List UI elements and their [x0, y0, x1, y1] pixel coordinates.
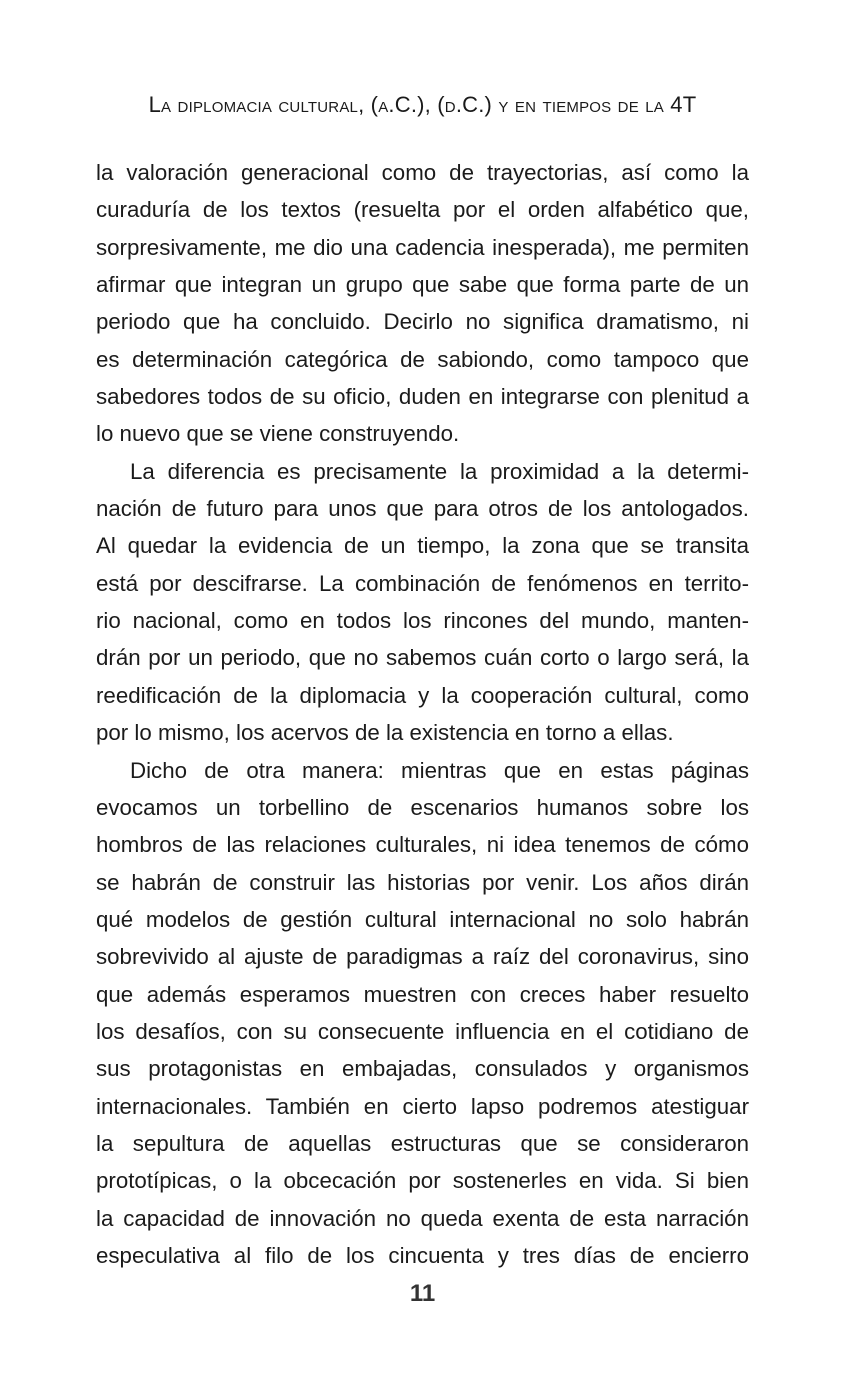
text-line: drán por un periodo, que no sabemos cuán corto o largo será, la	[96, 645, 749, 671]
text-line: reedificación de la diplomacia y la cooperación cultural, como	[96, 682, 749, 708]
text-line: se habrán de construir las historias por venir. Los años dirán	[96, 869, 749, 895]
text-line: Dicho de otra manera: mientras que en estas páginas	[130, 757, 749, 783]
text-line: hombros de las relaciones culturales, ni idea tenemos de cómo	[96, 832, 749, 858]
text-line: especulativa al filo de los cincuenta y tres días de encierro	[96, 1242, 749, 1268]
text-line: sobrevivido al ajuste de paradigmas a raíz del coronavirus, sino	[96, 944, 749, 970]
text-line: la sepultura de aquellas estructuras que se consideraron	[96, 1130, 749, 1156]
text-line: está por descifrarse. La combinación de fenómenos en territo-	[96, 570, 749, 596]
text-line: afirmar que integran un grupo que sabe que forma parte de un	[96, 272, 749, 298]
text-line: Al quedar la evidencia de un tiempo, la zona que se transita	[96, 533, 749, 559]
text-line: nación de futuro para unos que para otros de los antologados.	[96, 496, 749, 522]
text-line: la capacidad de innovación no queda exenta de esta narración	[96, 1205, 749, 1231]
text-line: internacionales. También en cierto lapso podremos atestiguar	[96, 1093, 749, 1119]
text-line: La diferencia es precisamente la proximidad a la determi-	[130, 458, 749, 484]
text-line: sus protagonistas en embajadas, consulados y organismos	[96, 1056, 749, 1082]
running-head: La diplomacia cultural, (a.C.), (d.C.) y en tiempos de la 4T	[148, 92, 697, 117]
text-line: lo nuevo que se viene construyendo.	[96, 421, 460, 447]
text-line: que además esperamos muestren con creces haber resuelto	[96, 981, 749, 1007]
text-line: es determinación categórica de sabiondo, como tampoco que	[96, 346, 749, 372]
paragraph	[96, 752, 749, 1275]
text-line: los desafíos, con su consecuente influencia en el cotidiano de	[96, 1018, 749, 1044]
text-line: qué modelos de gestión cultural internacional no solo habrán	[96, 906, 749, 932]
text-line: por lo mismo, los acervos de la existencia en torno a ellas.	[96, 720, 674, 746]
text-line: la valoración generacional como de trayectorias, así como la	[96, 160, 749, 185]
text-line: periodo que ha concluido. Decirlo no significa dramatismo, ni	[96, 309, 749, 335]
paragraph	[96, 154, 749, 453]
body-text	[96, 154, 749, 1274]
text-line: rio nacional, como en todos los rincones del mundo, manten-	[96, 608, 749, 634]
page-number: 11	[409, 1280, 436, 1307]
text-line: sabedores todos de su oficio, duden en integrarse con plenitud a	[96, 384, 749, 410]
text-line: evocamos un torbellino de escenarios humanos sobre los	[96, 794, 749, 820]
text-line: curaduría de los textos (resuelta por el orden alfabético que,	[96, 197, 749, 223]
paragraph	[96, 453, 749, 752]
text-line: sorpresivamente, me dio una cadencia inesperada), me permiten	[96, 234, 749, 260]
text-line: prototípicas, o la obcecación por sostenerles en vida. Si bien	[96, 1168, 749, 1194]
